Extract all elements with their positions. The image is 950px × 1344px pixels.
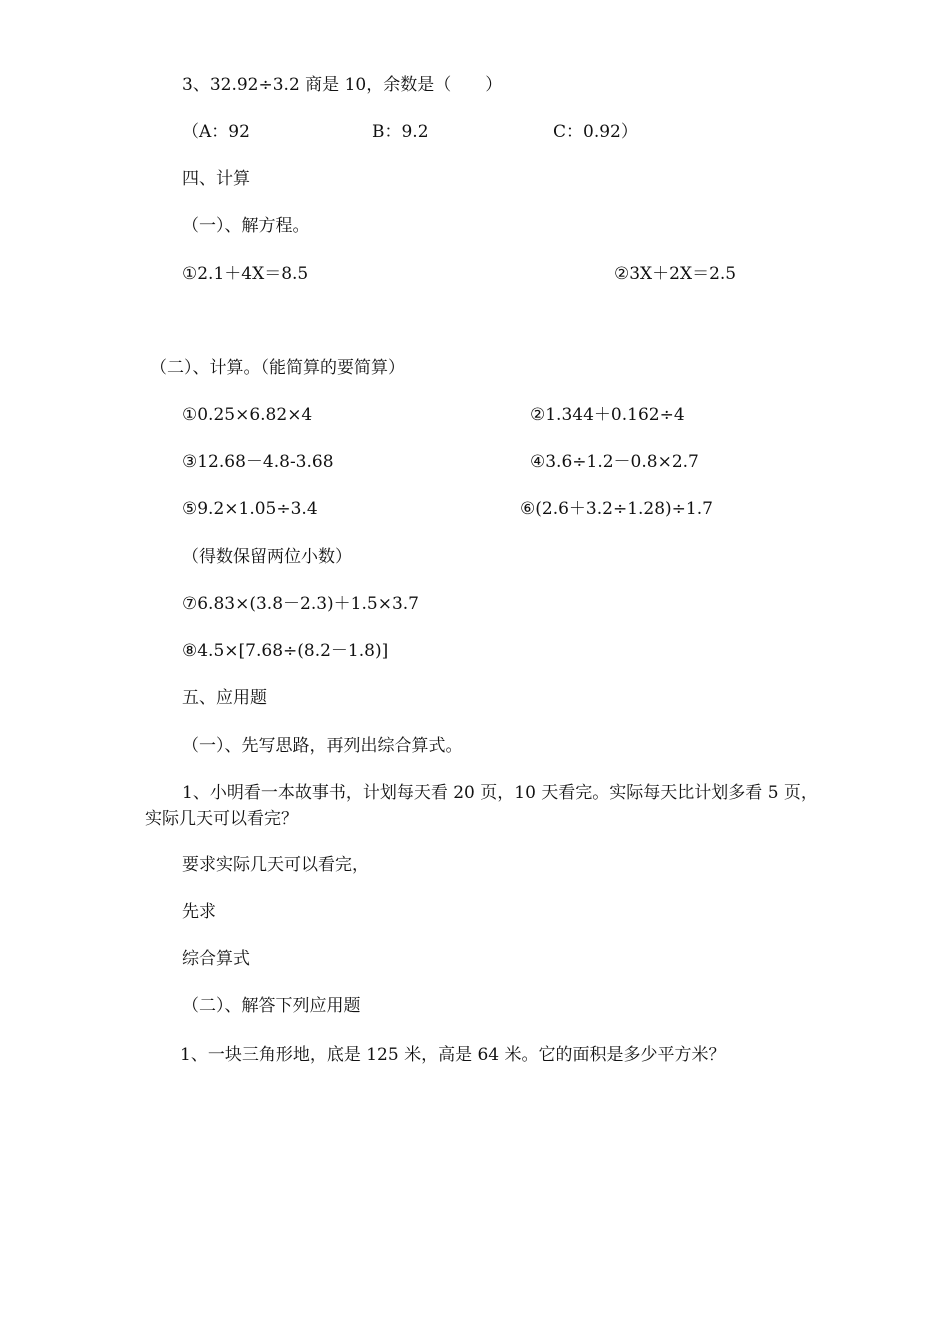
calc-item-2: ②1.344＋0.162÷4 — [530, 405, 685, 425]
section-5-part-1-heading: （一）、先写思路，再列出综合算式。 — [182, 736, 463, 756]
calc-item-1: ①0.25×6.82×4 — [182, 405, 313, 425]
calc-item-6: ⑥(2.6＋3.2÷1.28)÷1.7 — [520, 499, 713, 519]
calc-item-3: ③12.68－4.8-3.68 — [182, 452, 334, 472]
equation-2: ②3X＋2X＝2.5 — [614, 264, 737, 284]
calc-item-8: ⑧4.5×[7.68÷(8.2－1.8)] — [182, 641, 389, 661]
word-problem-1: 1、小明看一本故事书，计划每天看 20 页，10 天看完。实际每天比计划多看 5 页，实际几天可以看完？ — [145, 783, 818, 829]
reasoning-line-1: 要求实际几天可以看完， — [182, 855, 369, 875]
reasoning-line-2: 先求 — [182, 902, 216, 922]
section-4-heading: 四、计算 — [182, 169, 250, 189]
equation-1: ①2.1＋4X＝8.5 — [182, 264, 309, 284]
option-a: （A：92 — [182, 122, 250, 142]
section-5-heading: 五、应用题 — [182, 688, 267, 708]
calc-item-5: ⑤9.2×1.05÷3.4 — [182, 499, 318, 519]
option-b: B：9.2 — [372, 122, 429, 142]
reasoning-line-3: 综合算式 — [182, 949, 250, 969]
calc-item-4: ④3.6÷1.2－0.8×2.7 — [530, 452, 699, 472]
rounding-note: （得数保留两位小数） — [182, 547, 352, 567]
calc-item-7: ⑦6.83×(3.8－2.3)＋1.5×3.7 — [182, 594, 419, 614]
triangle-problem: 1、一块三角形地，底是 125 米，高是 64 米。它的面积是多少平方米？ — [180, 1045, 726, 1065]
section-5-part-2-heading: （二）、解答下列应用题 — [182, 996, 361, 1016]
option-c: C：0.92） — [553, 122, 638, 142]
part-1-heading: （一）、解方程。 — [182, 216, 310, 236]
question-3: 3、32.92÷3.2 商是 10，余数是（ ） — [182, 75, 503, 95]
part-2-heading: （二）、计算。（能简算的要简算） — [150, 358, 405, 378]
